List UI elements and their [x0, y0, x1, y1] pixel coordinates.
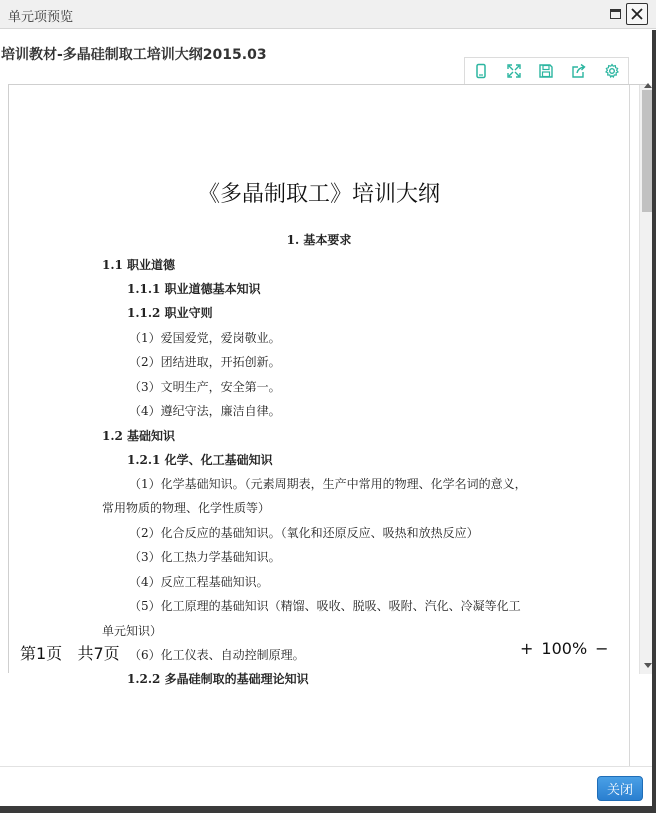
document-viewer[interactable]	[8, 84, 648, 686]
list-item-continuation: 单元知识）	[102, 624, 163, 638]
settings-icon	[604, 63, 620, 79]
zoom-level: 100%	[541, 639, 588, 658]
mobile-view-icon	[473, 63, 489, 79]
list-item: （2）化合反应的基础知识。（氧化和还原反应、吸热和放热反应）	[129, 526, 479, 540]
list-item: （5）化工原理的基础知识（精馏、吸收、脱吸、吸附、汽化、冷凝等化工	[129, 599, 521, 613]
save-button[interactable]	[530, 58, 563, 84]
subsection-heading: 1.1.2 职业守则	[127, 306, 213, 320]
mobile-view-button[interactable]	[465, 58, 498, 84]
save-icon	[538, 63, 554, 79]
scroll-up-icon[interactable]	[644, 83, 652, 88]
scroll-down-icon[interactable]	[644, 663, 652, 668]
maximize-button[interactable]	[604, 3, 626, 25]
list-item: （6）化工仪表、自动控制原理。	[129, 648, 305, 662]
close-icon	[630, 7, 644, 21]
current-page: 第1页	[20, 644, 63, 663]
zoom-out-button[interactable]: −	[595, 639, 609, 658]
section-heading: 1. 基本要求	[286, 233, 352, 247]
document-page	[9, 85, 630, 785]
subsection-heading: 1.2.2 多晶硅制取的基础理论知识	[127, 672, 309, 686]
list-item: （1）化学基础知识。（元素周期表，生产中常用的物理、化学名词的意义，	[129, 477, 527, 491]
list-item: （4）遵纪守法，廉洁自律。	[129, 404, 281, 418]
maximize-icon	[610, 9, 621, 19]
window-border	[652, 30, 656, 806]
settings-button[interactable]	[595, 58, 628, 84]
document-title: 培训教材-多晶硅制取工培训大纲2015.03	[1, 47, 267, 63]
close-button[interactable]: 关闭	[597, 776, 643, 801]
share-button[interactable]	[563, 58, 596, 84]
subsection-heading: 1.1.1 职业道德基本知识	[127, 282, 261, 296]
list-item: （4）反应工程基础知识。	[129, 575, 269, 589]
close-window-button[interactable]	[626, 3, 648, 25]
zoom-in-button[interactable]: +	[520, 639, 534, 658]
list-item: （3）文明生产，安全第一。	[129, 380, 281, 394]
zoom-control	[520, 639, 609, 658]
page-indicator	[20, 641, 120, 664]
document-toolbar	[464, 57, 629, 85]
section-heading: 1.2 基础知识	[102, 429, 176, 443]
list-item-continuation: 常用物质的物理、化学性质等）	[102, 501, 271, 515]
list-item: （1）爱国爱党，爱岗敬业。	[129, 331, 281, 345]
fullscreen-icon	[506, 63, 522, 79]
fullscreen-button[interactable]	[498, 58, 531, 84]
share-icon	[571, 63, 587, 79]
subsection-heading: 1.2.1 化学、化工基础知识	[127, 453, 273, 467]
total-pages: 共7页	[77, 644, 120, 663]
dialog-titlebar	[0, 0, 656, 29]
page-main-title: 《多晶制取工》培训大纲	[197, 182, 440, 207]
list-item: （2）团结进取，开拓创新。	[129, 355, 281, 369]
dialog-footer	[0, 766, 656, 806]
section-heading: 1.1 职业道德	[102, 258, 176, 272]
window-border	[0, 806, 656, 813]
list-item: （3）化工热力学基础知识。	[129, 550, 281, 564]
dialog-title: 单元项预览	[8, 10, 74, 25]
